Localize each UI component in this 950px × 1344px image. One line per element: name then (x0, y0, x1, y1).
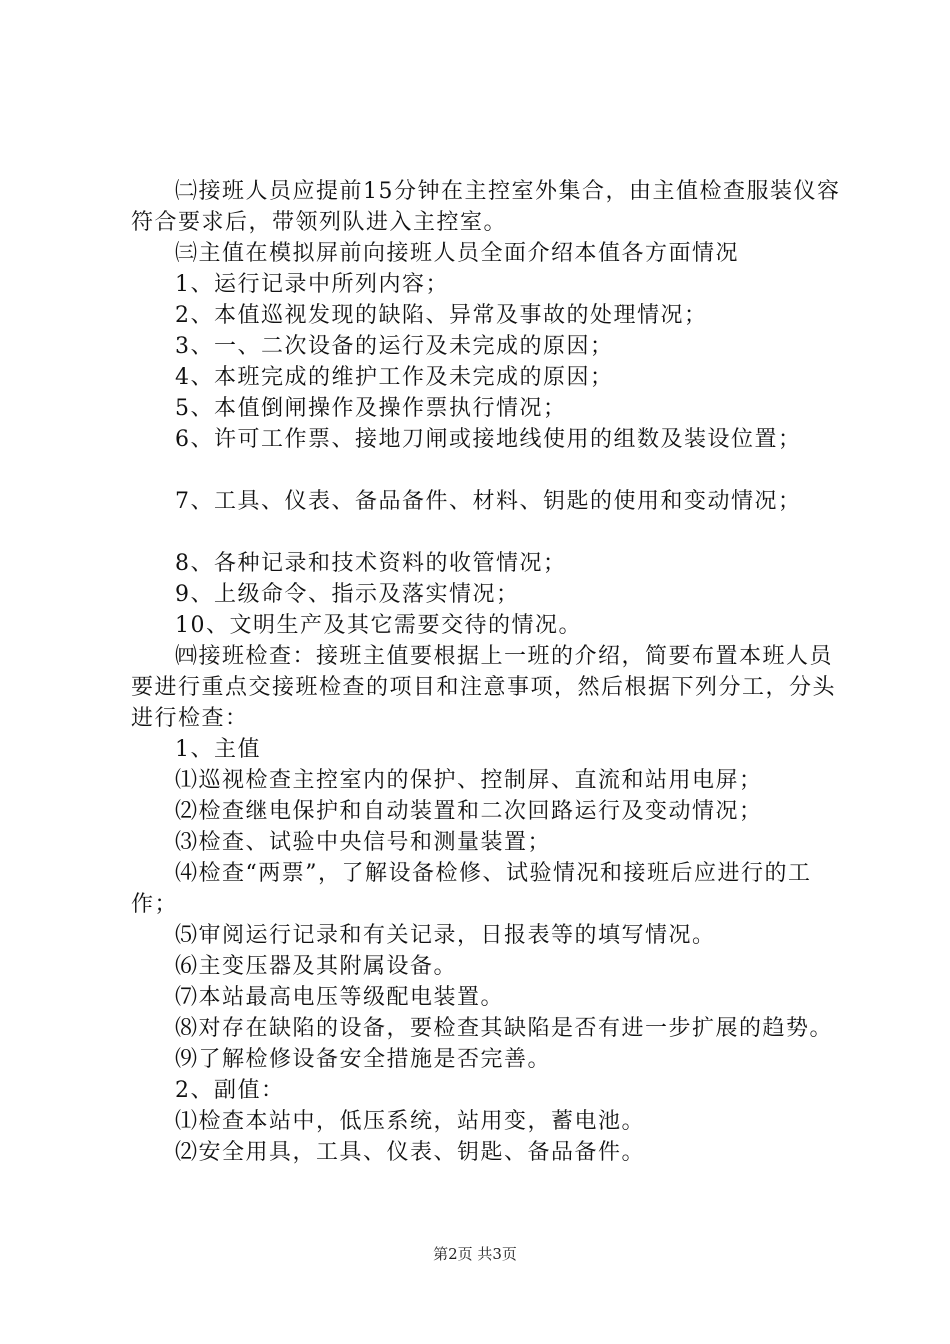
page-footer (0, 1243, 950, 1264)
paragraph: ㈣接班检查：接班主值要根据上一班的介绍，简要布置本班人员要进行重点交接班检查的项目和注意事项，然后根据下列分工，分头进行检查： (131, 644, 837, 731)
list-item: ⑺本站最高电压等级配电装置。 (175, 985, 505, 1010)
list-item: 7、工具、仪表、备品备件、材料、钥匙的使用和变动情况； (175, 489, 802, 514)
paragraph: ㈡接班人员应提前15分钟在主控室外集合，由主值检查服装仪容符合要求后，带领列队进入主控室。 (131, 179, 841, 235)
list-item: ⑻对存在缺陷的设备，要检查其缺陷是否有进一步扩展的趋势。 (175, 1016, 834, 1041)
list-item: ⑼了解检修设备安全措施是否完善。 (175, 1047, 552, 1072)
list-item: ⑸审阅运行记录和有关记录，日报表等的填写情况。 (175, 923, 716, 948)
list-item: 6、许可工作票、接地刀闸或接地线使用的组数及装设位置； (175, 427, 802, 452)
list-item: ⑵安全用具，工具、仪表、钥匙、备品备件。 (175, 1140, 646, 1165)
list-item: 9、上级命令、指示及落实情况； (175, 582, 520, 607)
list-item: 5、本值倒闸操作及操作票执行情况； (175, 396, 567, 421)
page-number-label: 第2页 共3页 (433, 1245, 517, 1263)
list-item: ⑵检查继电保护和自动装置和二次回路运行及变动情况； (175, 799, 763, 824)
list-item: 10、文明生产及其它需要交待的情况。 (175, 613, 582, 638)
paragraph: ㈢主值在模拟屏前向接班人员全面介绍本值各方面情况 (175, 241, 740, 266)
section-heading: 1、主值 (175, 737, 261, 762)
list-item: 1、运行记录中所列内容； (175, 272, 449, 297)
list-item: 2、本值巡视发现的缺陷、异常及事故的处理情况； (175, 303, 708, 328)
list-item: ⑴巡视检查主控室内的保护、控制屏、直流和站用电屏； (175, 768, 763, 793)
list-item: 8、各种记录和技术资料的收管情况； (175, 551, 567, 576)
section-heading: 2、副值： (175, 1078, 285, 1103)
list-item: ⑹主变压器及其附属设备。 (175, 954, 458, 979)
list-item: 3、一、二次设备的运行及未完成的原因； (175, 334, 614, 359)
list-item: ⑷检查“两票”，了解设备检修、试验情况和接班后应进行的工作； (131, 861, 812, 917)
document-body (131, 176, 843, 1168)
list-item: ⑶检查、试验中央信号和测量装置； (175, 830, 552, 855)
list-item: 4、本班完成的维护工作及未完成的原因； (175, 365, 614, 390)
list-item: ⑴检查本站中，低压系统，站用变，蓄电池。 (175, 1109, 646, 1134)
